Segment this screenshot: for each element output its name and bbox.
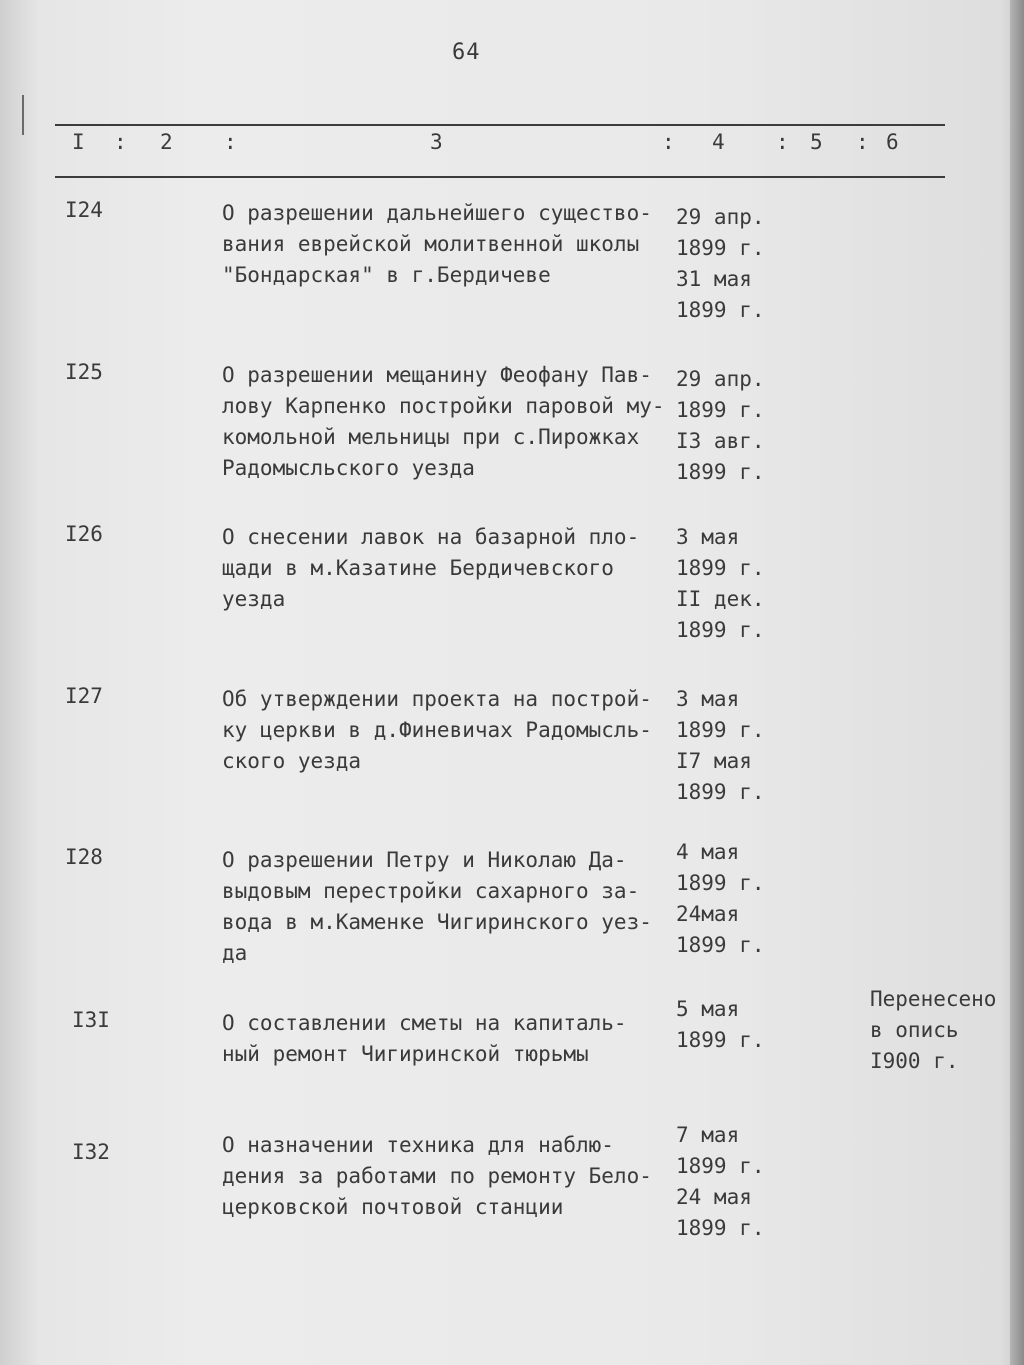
record-number: I27	[65, 684, 103, 708]
record-title: О разрешении Петру и Николаю Да- выдовым перестройки сахарного за- вода в м.Каменке Чигиринского уез- да	[222, 848, 652, 965]
record-title: О назначении техника для наблю- дения за работами по ремонту Бело- церковской почтовой станции	[222, 1133, 652, 1219]
record-note: Перенесено в опись I900 г.	[870, 987, 997, 1073]
header-top-rule	[55, 124, 945, 126]
record-dates: 5 мая 1899 г.	[676, 997, 765, 1052]
record-dates: 4 мая 1899 г. 24мая 1899 г.	[676, 840, 765, 957]
header-col-5: 5	[810, 130, 823, 154]
header-col-3: 3	[430, 130, 443, 154]
record-number: I3I	[72, 1008, 110, 1032]
page-edge-shadow	[1010, 0, 1024, 1365]
header-bottom-rule	[55, 176, 945, 178]
record-title: О снесении лавок на базарной пло- щади в м.Казатине Бердичевского уезда	[222, 525, 640, 611]
record-title: О составлении сметы на капиталь- ный ремонт Чигиринской тюрьмы	[222, 1011, 627, 1066]
record-title: О разрешении мещанину Феофану Пав- лову Карпенко постройки паровой му- комольной мельницы при с.Пирожках Радомысльского уезда	[222, 363, 665, 480]
record-title: О разрешении дальнейшего существо- вания еврейской молитвенной школы "Бондарская" в г.Бердичеве	[222, 201, 652, 287]
record-number: I26	[65, 522, 103, 546]
header-separator: :	[776, 130, 789, 154]
record-number: I28	[65, 845, 103, 869]
record-dates: 29 апр. 1899 г. I3 авг. 1899 г.	[676, 367, 765, 484]
record-number: I32	[72, 1140, 110, 1164]
header-col-4: 4	[712, 130, 725, 154]
record-number: I25	[65, 360, 103, 384]
record-dates: 3 мая 1899 г. II дек. 1899 г.	[676, 525, 765, 642]
record-dates: 3 мая 1899 г. I7 мая 1899 г.	[676, 687, 765, 804]
header-col-6: 6	[886, 130, 899, 154]
header-separator: :	[224, 130, 237, 154]
record-title: Об утверждении проекта на построй- ку церкви в д.Финевичах Радомысль- ского уезда	[222, 687, 652, 773]
header-separator: :	[856, 130, 869, 154]
record-dates: 29 апр. 1899 г. 31 мая 1899 г.	[676, 205, 765, 322]
header-separator: :	[662, 130, 675, 154]
margin-mark	[22, 95, 24, 135]
record-dates: 7 мая 1899 г. 24 мая 1899 г.	[676, 1123, 765, 1240]
page-number: 64	[452, 40, 481, 65]
header-separator: :	[114, 130, 127, 154]
header-col-1: I	[72, 130, 85, 154]
record-number: I24	[65, 198, 103, 222]
header-col-2: 2	[160, 130, 173, 154]
